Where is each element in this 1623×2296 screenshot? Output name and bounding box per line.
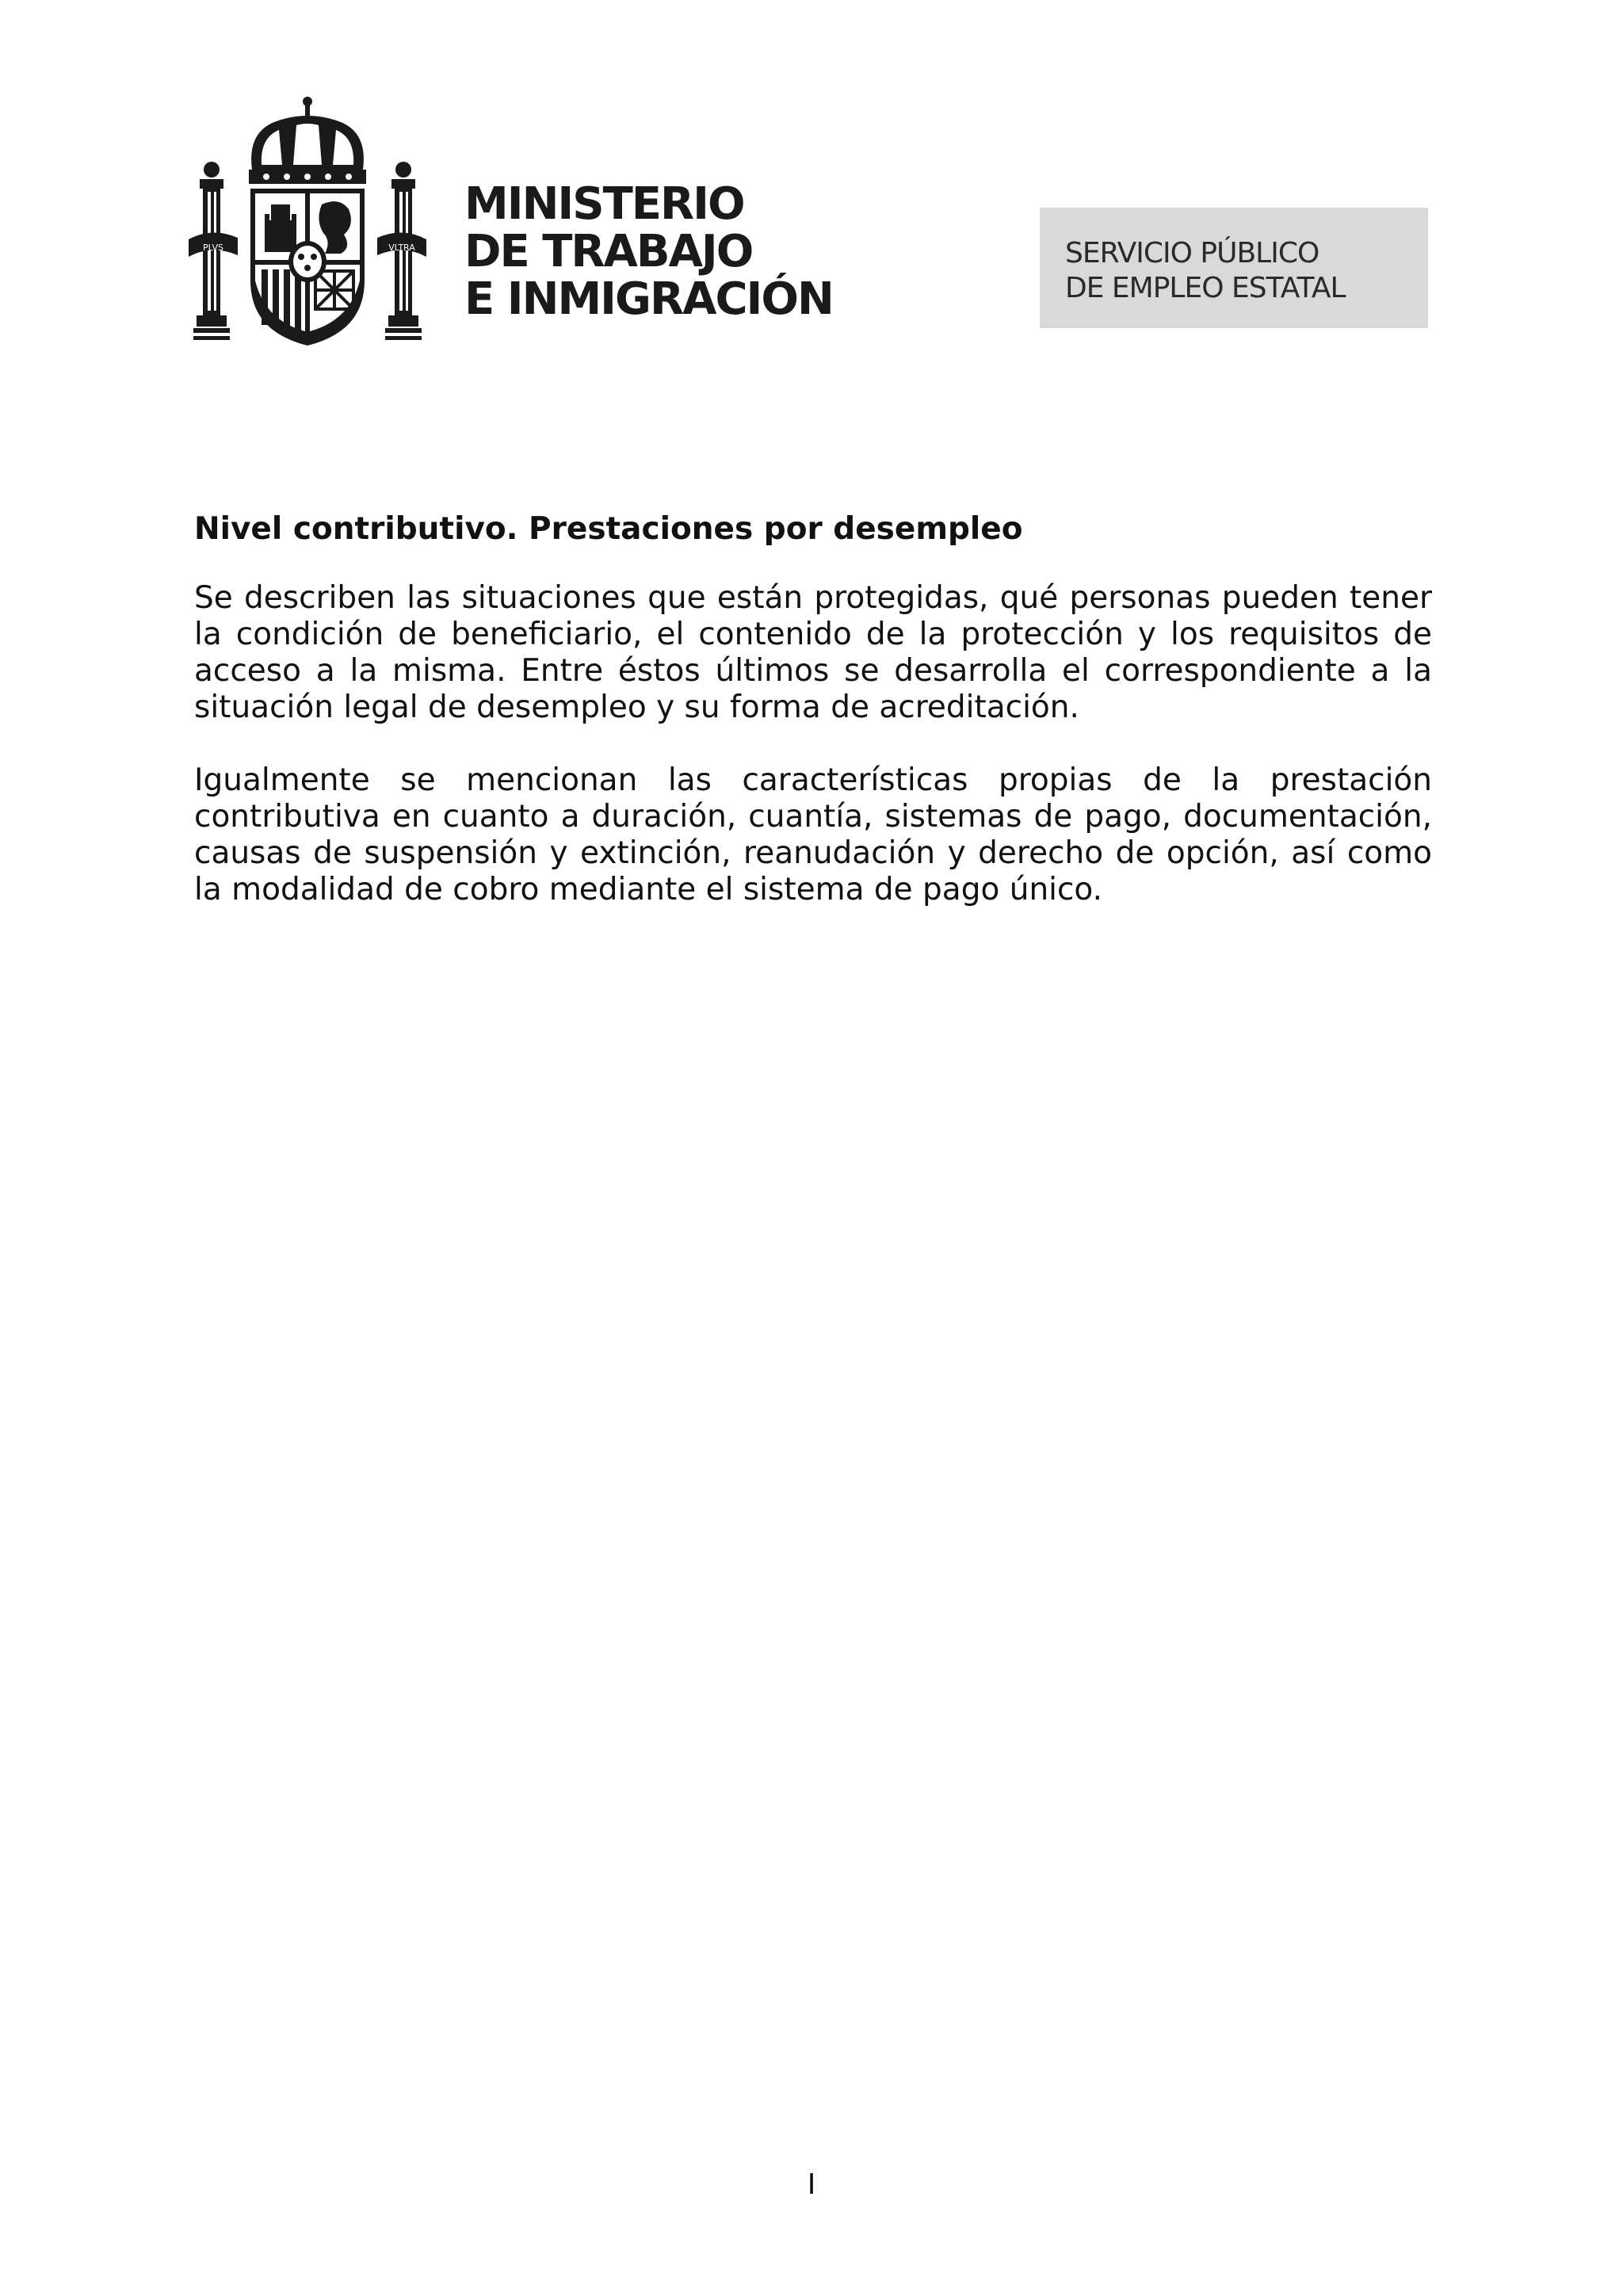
ministry-line-2: DE TRABAJO <box>464 226 753 277</box>
paragraph-1: Se describen las situaciones que están protegidas, qué personas pueden tener la condición de beneficiario, el contenido de la protección y los requisitos de acceso a la misma. Entre éstos últimos se desarrolla el correspondiente a la situación legal de desempleo y su forma de acreditación. <box>194 580 1432 725</box>
document-body <box>194 507 1432 945</box>
paragraph-2: Igualmente se mencionan las características propias de la prestación contributiva en cuanto a duración, cuantía, sistemas de pago, documentación, causas de suspensión y extinción, reanudación y derecho de opción, así como la modalidad de cobro mediante el sistema de pago único. <box>194 762 1432 907</box>
service-name <box>1065 236 1346 306</box>
service-line-1: SERVICIO PÚBLICO <box>1065 237 1319 269</box>
ministry-line-1: MINISTERIO <box>464 178 744 230</box>
service-logo-box <box>1040 208 1428 328</box>
motto-left: PLVS <box>202 243 224 253</box>
ministry-name <box>464 178 833 325</box>
page-number: I <box>807 2168 816 2201</box>
coat-of-arms-icon <box>189 94 426 349</box>
service-line-2: DE EMPLEO ESTATAL <box>1065 272 1346 304</box>
ministry-line-3: E INMIGRACIÓN <box>464 273 833 325</box>
motto-right: VLTRA <box>388 243 415 253</box>
document-title: Nivel contributivo. Prestaciones por desempleo <box>194 511 1023 547</box>
